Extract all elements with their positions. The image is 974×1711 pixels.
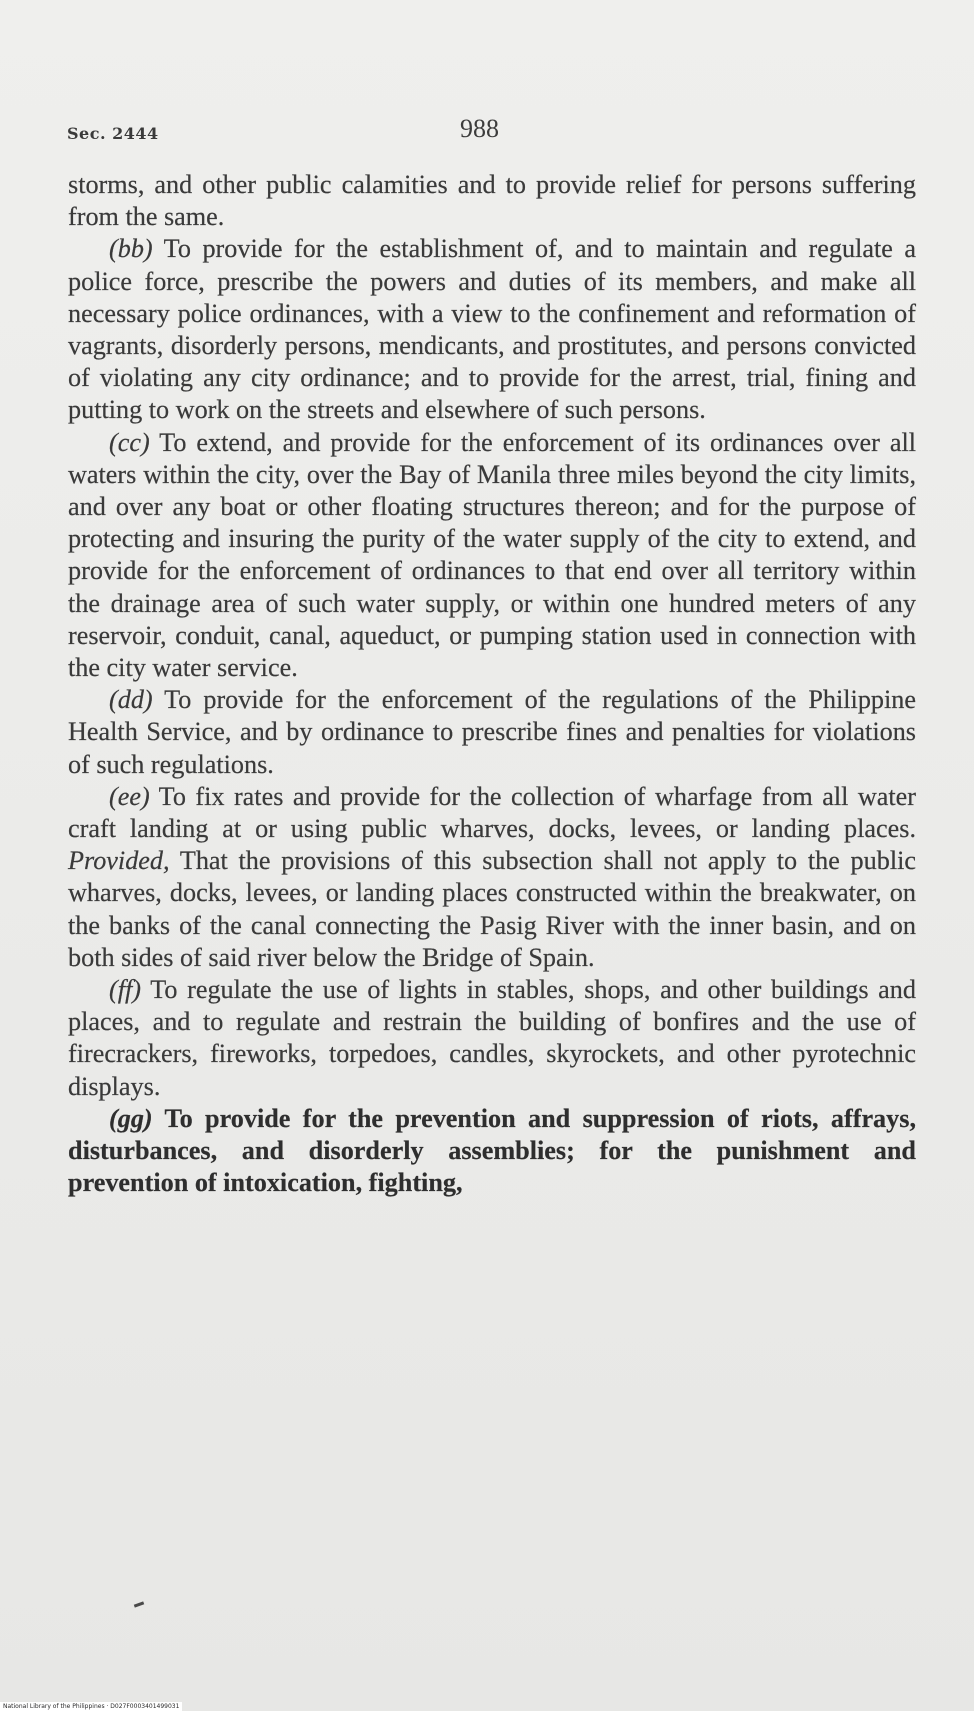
subsection-mark: (gg) (109, 1103, 153, 1133)
subsection-mark: (cc) (109, 427, 150, 457)
paragraph-ff (68, 974, 916, 1103)
paragraph-text: To fix rates and provide for the collection of wharfage from all water craft landing at or using public wharves, docks, levees, or landing places. (68, 781, 916, 844)
paragraph-dd (68, 684, 916, 781)
subsection-mark: (ff) (109, 975, 141, 1005)
paragraph-continuation (68, 169, 916, 233)
paragraph-text: To provide for the prevention and suppression of riots, affrays, disturbances, and disorderly assemblies; for the punishment and prevention of intoxication, fighting, (68, 1103, 916, 1198)
body-text (68, 169, 916, 1200)
paragraph-text: To provide for the enforcement of the regulations of the Philippine Health Service, and by ordinance to prescribe fines and penalties for violations of such regulations. (68, 685, 916, 779)
ink-mark (134, 1601, 144, 1607)
paragraph-text: That the provisions of this subsection shall not apply to the public wharves, docks, levees, or landing places constructed within the breakwater, on the banks of the canal connecting the Pasig River with the inner basin, and on both sides of said river below the Bridge of Spain. (68, 846, 916, 972)
subsection-mark: (dd) (109, 685, 153, 715)
proviso-word: Provided, (68, 846, 170, 876)
paragraph-text: To provide for the establishment of, and to maintain and regulate a police force, prescribe the powers and duties of its members, and make all necessary police ordinances, with a view to the confinement and reformation of vagrants, disorderly persons, mendicants, and prostitutes, and persons convicted of violating any city ordinance; and to provide for the arrest, trial, fining and putting to work on the streets and elsewhere of such persons. (68, 234, 916, 425)
paragraph-gg (68, 1103, 916, 1200)
paragraph-ee (68, 781, 916, 974)
scan-footer: National Library of the Philippines · D027F0003401499031 (0, 1702, 182, 1711)
paragraph-text: To extend, and provide for the enforcement of its ordinances over all waters within the city, over the Bay of Manila three miles beyond the city limits, and over any boat or other floating structures thereon; and for the purpose of protecting and insuring the purity of the water supply of the city to extend, and provide for the enforcement of ordinances to that end over all territory within the drainage area of such water supply, or within one hundred meters of any reservoir, conduit, canal, aqueduct, or pumping station used in connection with the city water service. (68, 427, 916, 683)
page-header (0, 112, 974, 152)
subsection-mark: (ee) (109, 781, 150, 811)
paragraph-text: storms, and other public calamities and to provide relief for persons suffering from the same. (68, 170, 916, 232)
paragraph-cc (68, 427, 916, 685)
page-number: 988 (460, 114, 499, 143)
subsection-mark: (bb) (109, 234, 153, 264)
paragraph-bb (68, 233, 916, 426)
section-reference: Sec. 2444 (67, 124, 159, 143)
paragraph-text: To regulate the use of lights in stables, shops, and other buildings and places, and to regulate and restrain the building of bonfires and the use of firecrackers, fireworks, torpedoes, candles, skyrockets, and other pyrotechnic displays. (68, 975, 916, 1101)
